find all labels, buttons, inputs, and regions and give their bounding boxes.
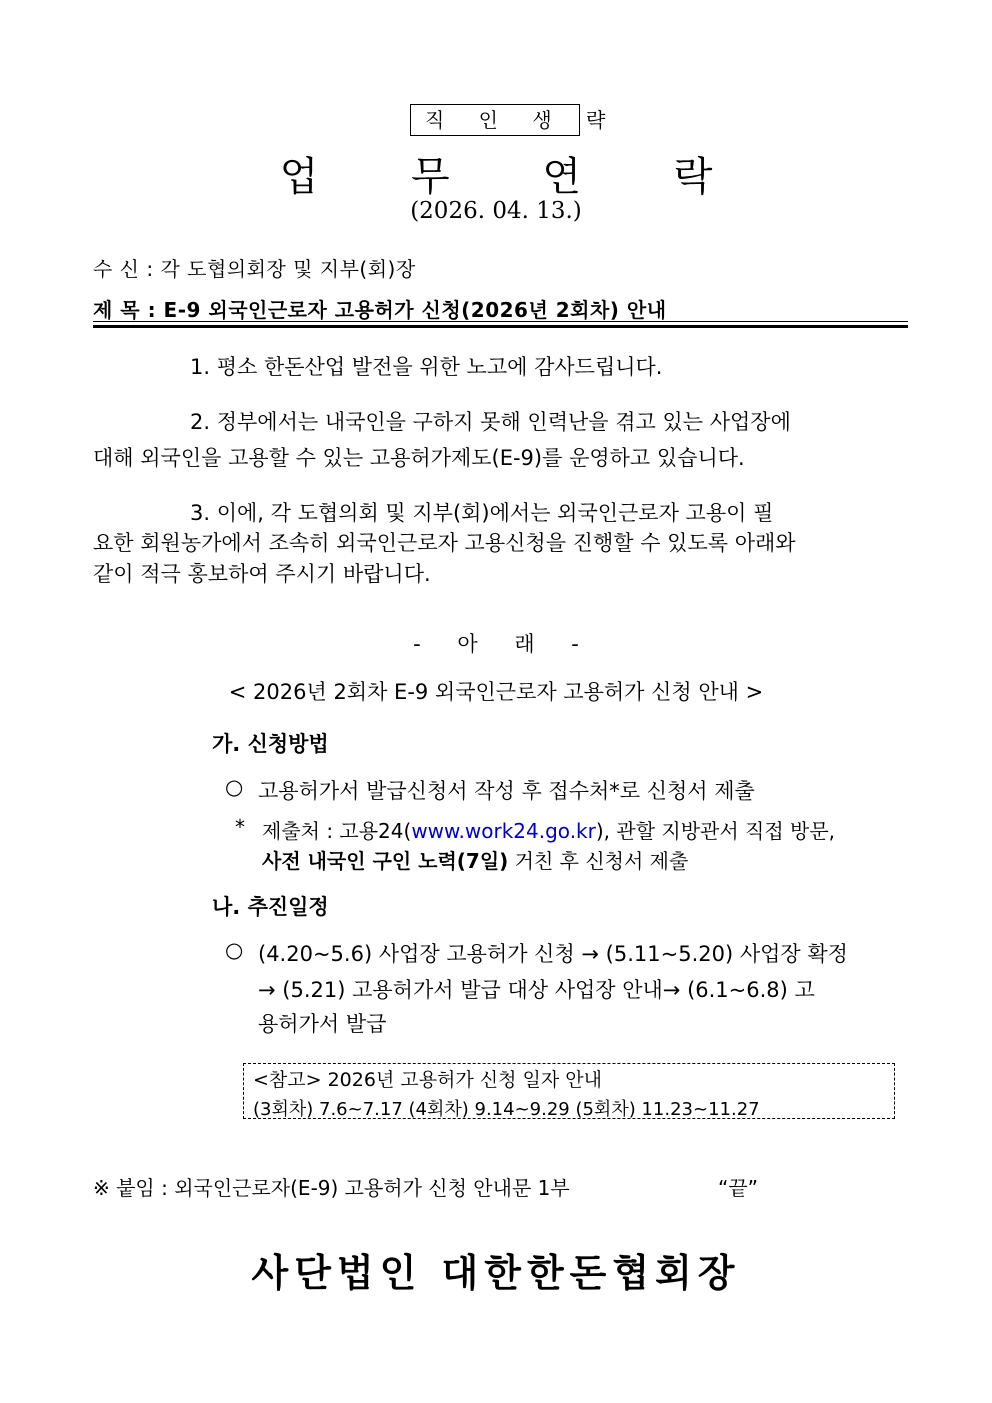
submission-note-suffix: ), 관할 지방관서 직접 방문,: [595, 819, 836, 843]
section-a-heading: 가. 신청방법: [212, 732, 329, 756]
end-mark: “끝”: [718, 1176, 759, 1200]
submission-note-bold: 사전 내국인 구인 노력(7일): [262, 849, 509, 873]
header-rule-thick: [93, 325, 908, 328]
submission-note-line-1: [262, 815, 835, 844]
paragraph-3-line-2: 요한 회원농가에서 조속히 외국인근로자 고용신청을 진행할 수 있도록 아래와: [93, 531, 796, 555]
footnote-asterisk: *: [235, 815, 245, 839]
paragraph-2-line-1: 2. 정부에서는 내국인을 구하지 못해 인력난을 겪고 있는 사업장에: [190, 410, 791, 434]
attachment-line: ※ 붙임 : 외국인근로자(E-9) 고용허가 신청 안내문 1부: [93, 1176, 570, 1200]
paragraph-3-line-1: 3. 이에, 각 도협의회 및 지부(회)에서는 외국인근로자 고용이 필: [190, 501, 774, 525]
paragraph-3-line-3: 같이 적극 홍보하여 주시기 바랍니다.: [93, 562, 431, 586]
circle-bullet-icon: ○: [225, 938, 244, 962]
document-title: 업 무 연 락: [279, 154, 753, 200]
submission-note-prefix: 제출처 : 고용24(: [262, 819, 412, 843]
header-rule-thin: [93, 321, 908, 322]
omitted-seal-stamp: 직 인 생 략: [410, 104, 580, 136]
schedule-line-1: (4.20~5.6) 사업장 고용허가 신청 → (5.11~5.20) 사업장 확정: [258, 942, 848, 966]
circle-bullet-icon: ○: [225, 775, 244, 799]
subject-line: 제 목 : E-9 외국인근로자 고용허가 신청(2026년 2회차) 안내: [93, 298, 667, 322]
reference-line-1: <참고> 2026년 고용허가 신청 일자 안내: [253, 1069, 602, 1091]
paragraph-2-line-2: 대해 외국인을 고용할 수 있는 고용허가제도(E-9)를 운영하고 있습니다.: [93, 446, 745, 470]
sender-signature: 사단법인 대한한돈협회장: [251, 1251, 741, 1295]
paragraph-1: 1. 평소 한돈산업 발전을 위한 노고에 감사드립니다.: [190, 355, 663, 379]
submission-note-line-2: [262, 845, 688, 874]
work24-link[interactable]: www.work24.go.kr: [411, 819, 596, 843]
document-date: (2026. 04. 13.): [410, 198, 582, 224]
notice-title: < 2026년 2회차 E-9 외국인근로자 고용허가 신청 안내 >: [228, 680, 764, 704]
section-b-heading: 나. 추진일정: [212, 895, 329, 919]
submission-note-tail: 거친 후 신청서 제출: [508, 849, 689, 873]
recipient-line: 수 신 : 각 도협의회장 및 지부(회)장: [93, 257, 416, 281]
schedule-line-2: → (5.21) 고용허가서 발급 대상 사업장 안내→ (6.1~6.8) 고: [258, 978, 815, 1002]
reference-line-2: (3회차) 7.6~7.17 (4회차) 9.14~9.29 (5회차) 11.23~11.27: [253, 1099, 760, 1120]
application-method-bullet: 고용허가서 발급신청서 작성 후 접수처*로 신청서 제출: [258, 779, 755, 803]
schedule-line-3: 용허가서 발급: [258, 1012, 387, 1036]
below-label: - 아 래 -: [413, 632, 579, 656]
